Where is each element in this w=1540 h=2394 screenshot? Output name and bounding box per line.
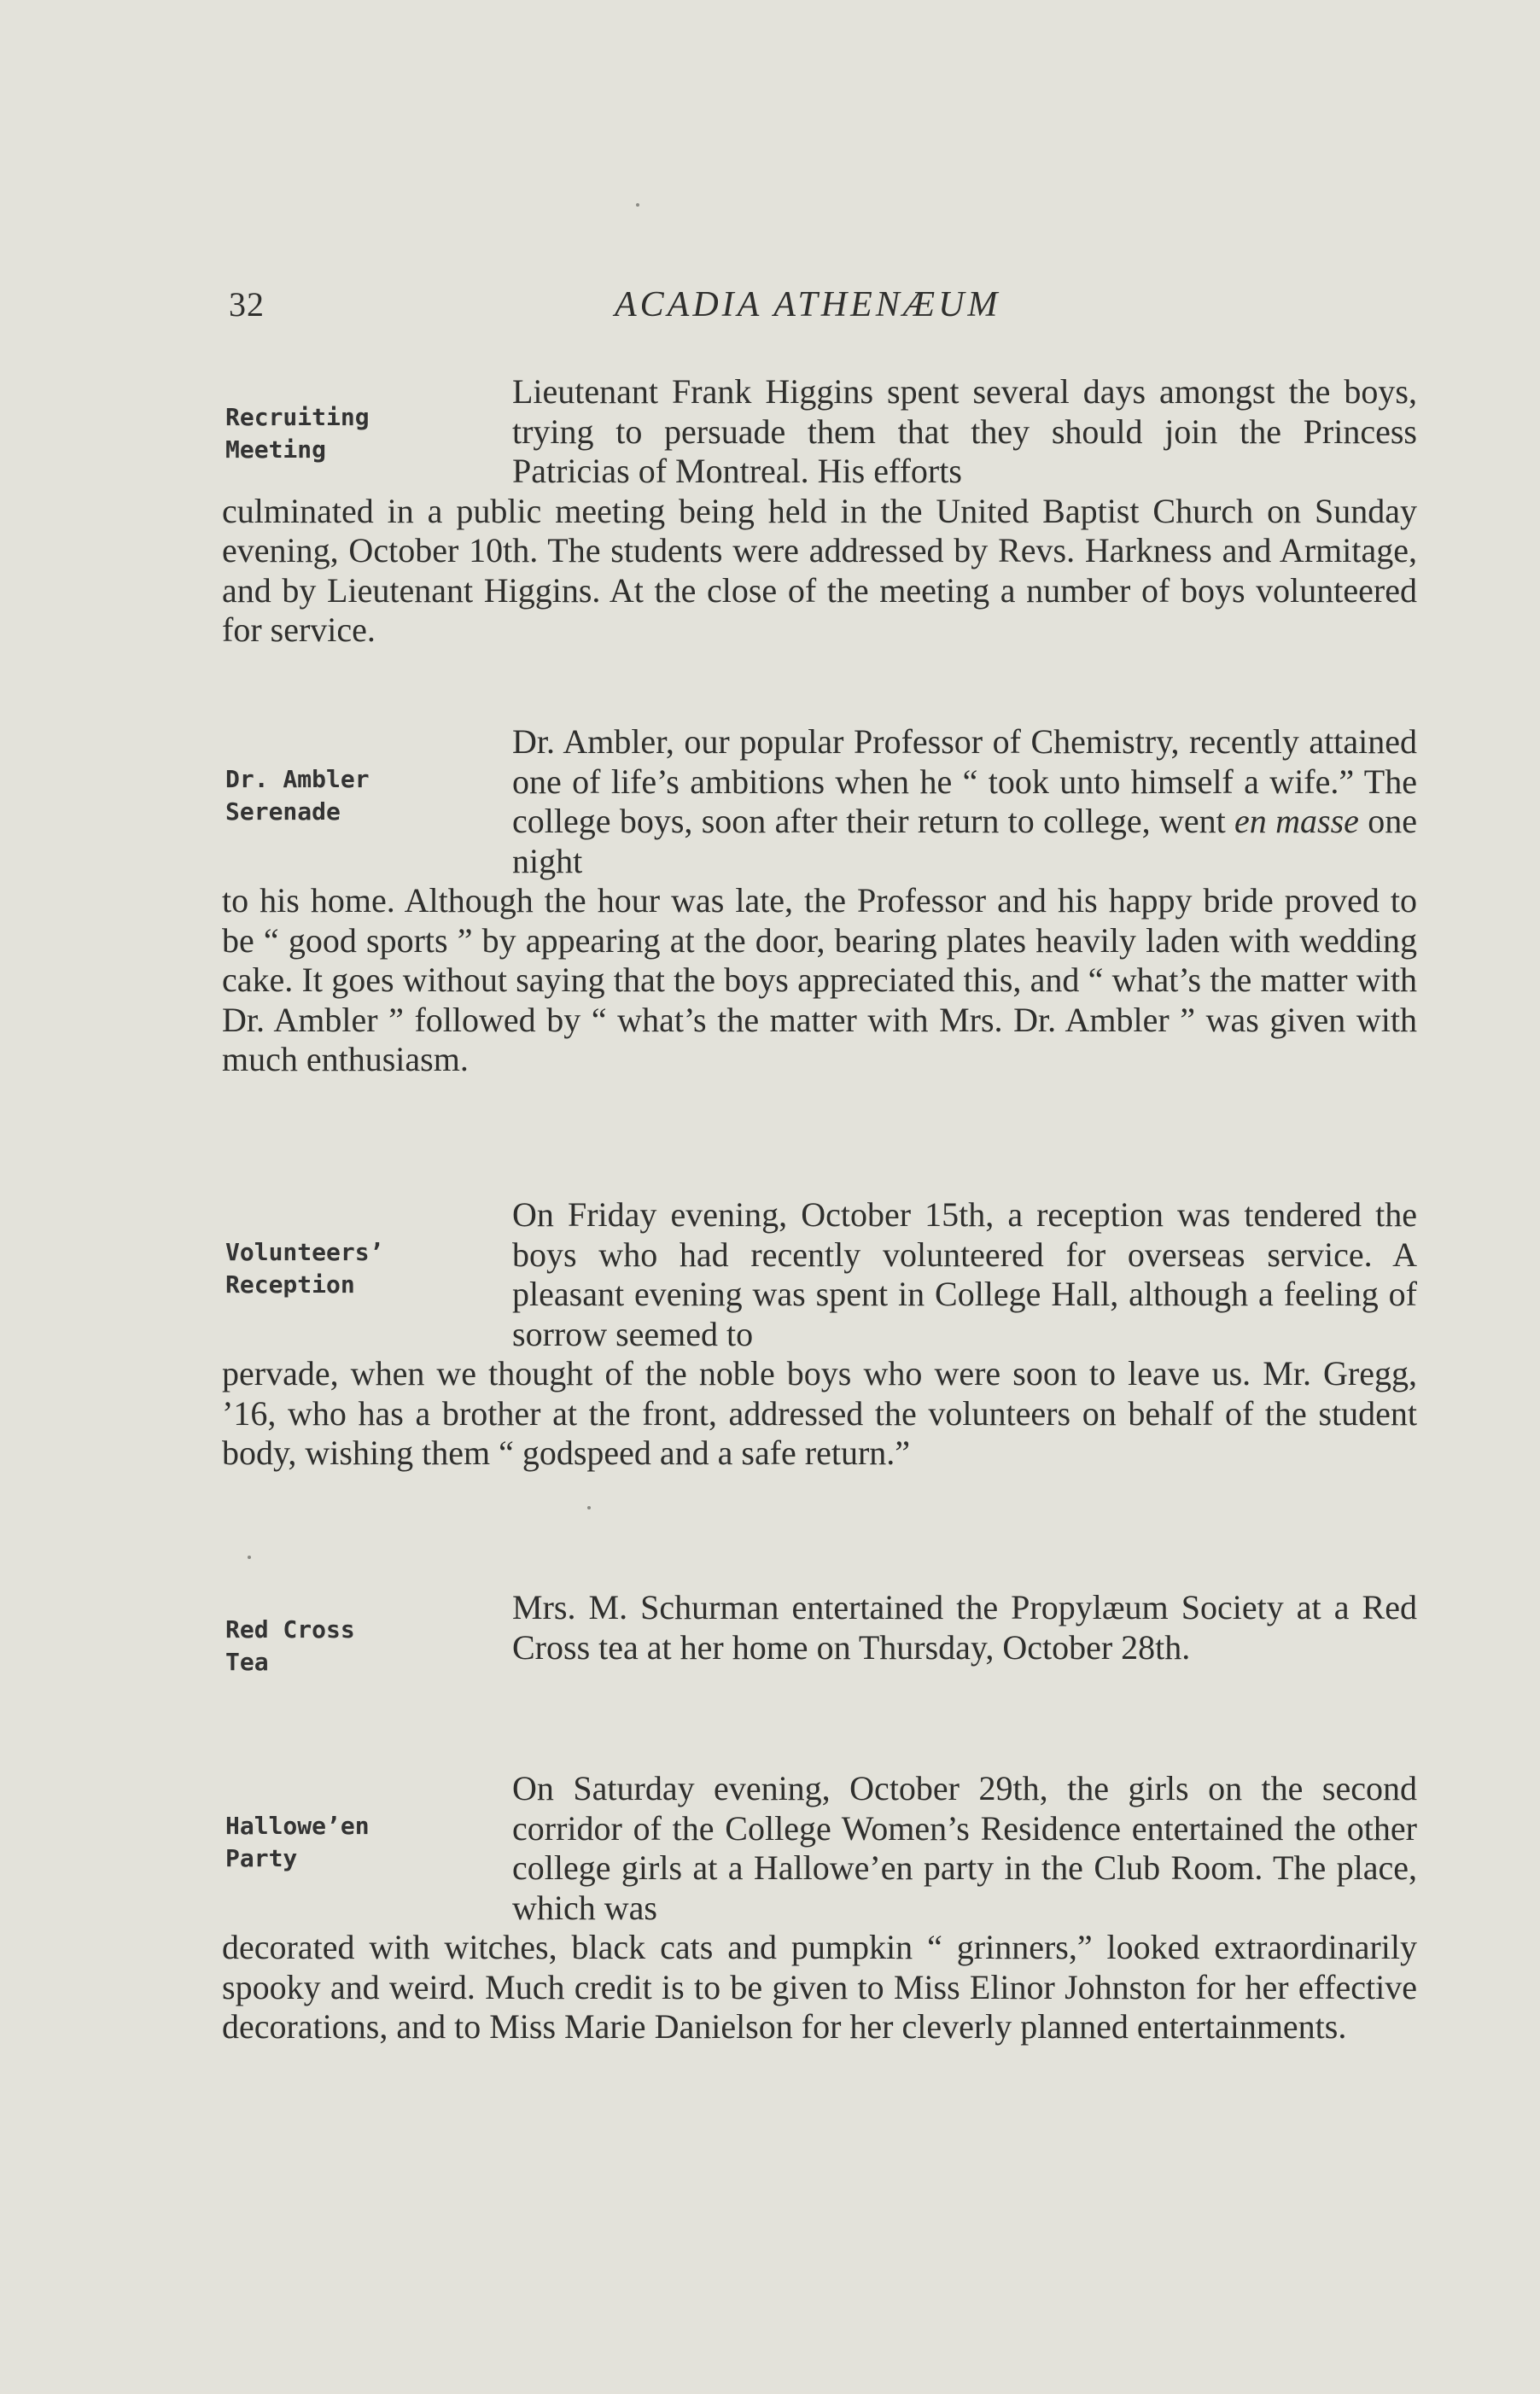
side-label: Dr. Ambler Serenade: [225, 765, 370, 826]
section-recruiting-meeting: [222, 372, 1417, 651]
paragraph-full: pervade, when we thought of the noble boys who were soon to leave us. Mr. Gregg, ’16, who has a brother at the front, addressed the volunteers on behalf of the student body, wishing them “ godspeed and a safe return.”: [222, 1354, 1417, 1472]
section-volunteers-reception: [222, 1195, 1417, 1474]
section-red-cross-tea: [222, 1588, 1417, 1676]
side-label: Red Cross Tea: [225, 1615, 355, 1676]
paragraph-full: to his home. Although the hour was late, the Professor and his happy bride proved to be “ good sports ” by appearing at the door, bearing plates heavily laden with wedding cake. It goes without saying that the boys appreciated this, and “ what’s the matter with Dr. Ambler ” followed by “ what’s the matter with Mrs. Dr. Ambler ” was given with much enthusiasm.: [222, 881, 1417, 1078]
section-dr-ambler-serenade: [222, 722, 1417, 1080]
paragraph-indented: Mrs. M. Schurman entertained the Propylæum Society at a Red Cross tea at her home on Thursday, October 28th.: [512, 1588, 1417, 1667]
paper-speck: [587, 1506, 591, 1509]
paper-speck: [636, 203, 639, 207]
paragraph-indented: On Saturday evening, October 29th, the girls on the second corridor of the College Women’s Residence entertained the other college girls at a Hallowe’en party in the Club Room. The place, which was: [512, 1769, 1417, 1927]
side-label: Volunteers’ Reception: [225, 1238, 384, 1299]
paragraph-full: decorated with witches, black cats and pumpkin “ grinners,” looked extraordinarily spooky and weird. Much credit is to be given to Miss Elinor Johnston for her effective decorations, and to Miss Marie Danielson for her cleverly planned entertainments.: [222, 1928, 1417, 2046]
side-label: Hallowe’en Party: [225, 1812, 370, 1872]
paragraph-indented: Lieutenant Frank Higgins spent several days amongst the boys, trying to persuade them that they should join the Princess Patricias of Montreal. His efforts: [512, 372, 1417, 490]
side-label: Recruiting Meeting: [225, 403, 370, 464]
paragraph-indented: Dr. Ambler, our popular Professor of Chemistry, recently attained one of life’s ambitions when he “ took unto himself a wife.” The college boys, soon after their return to college, went en masse one night: [512, 722, 1418, 880]
page-number: 32: [229, 285, 265, 324]
paragraph-full: culminated in a public meeting being held in the United Baptist Church on Sunday evening, October 10th. The students were addressed by Revs. Harkness and Armitage, and by Lieutenant Higgins. At the close of the meeting a number of boys volunteered for service.: [222, 491, 1417, 649]
paper-speck: [248, 1556, 251, 1559]
paragraph-indented: On Friday evening, October 15th, a reception was tendered the boys who had recently volunteered for overseas service. A pleasant evening was spent in College Hall, although a feeling of sorrow seemed to: [512, 1195, 1417, 1353]
section-halloween-party: [222, 1769, 1417, 2047]
running-head: ACADIA ATHENÆUM: [615, 285, 1001, 324]
